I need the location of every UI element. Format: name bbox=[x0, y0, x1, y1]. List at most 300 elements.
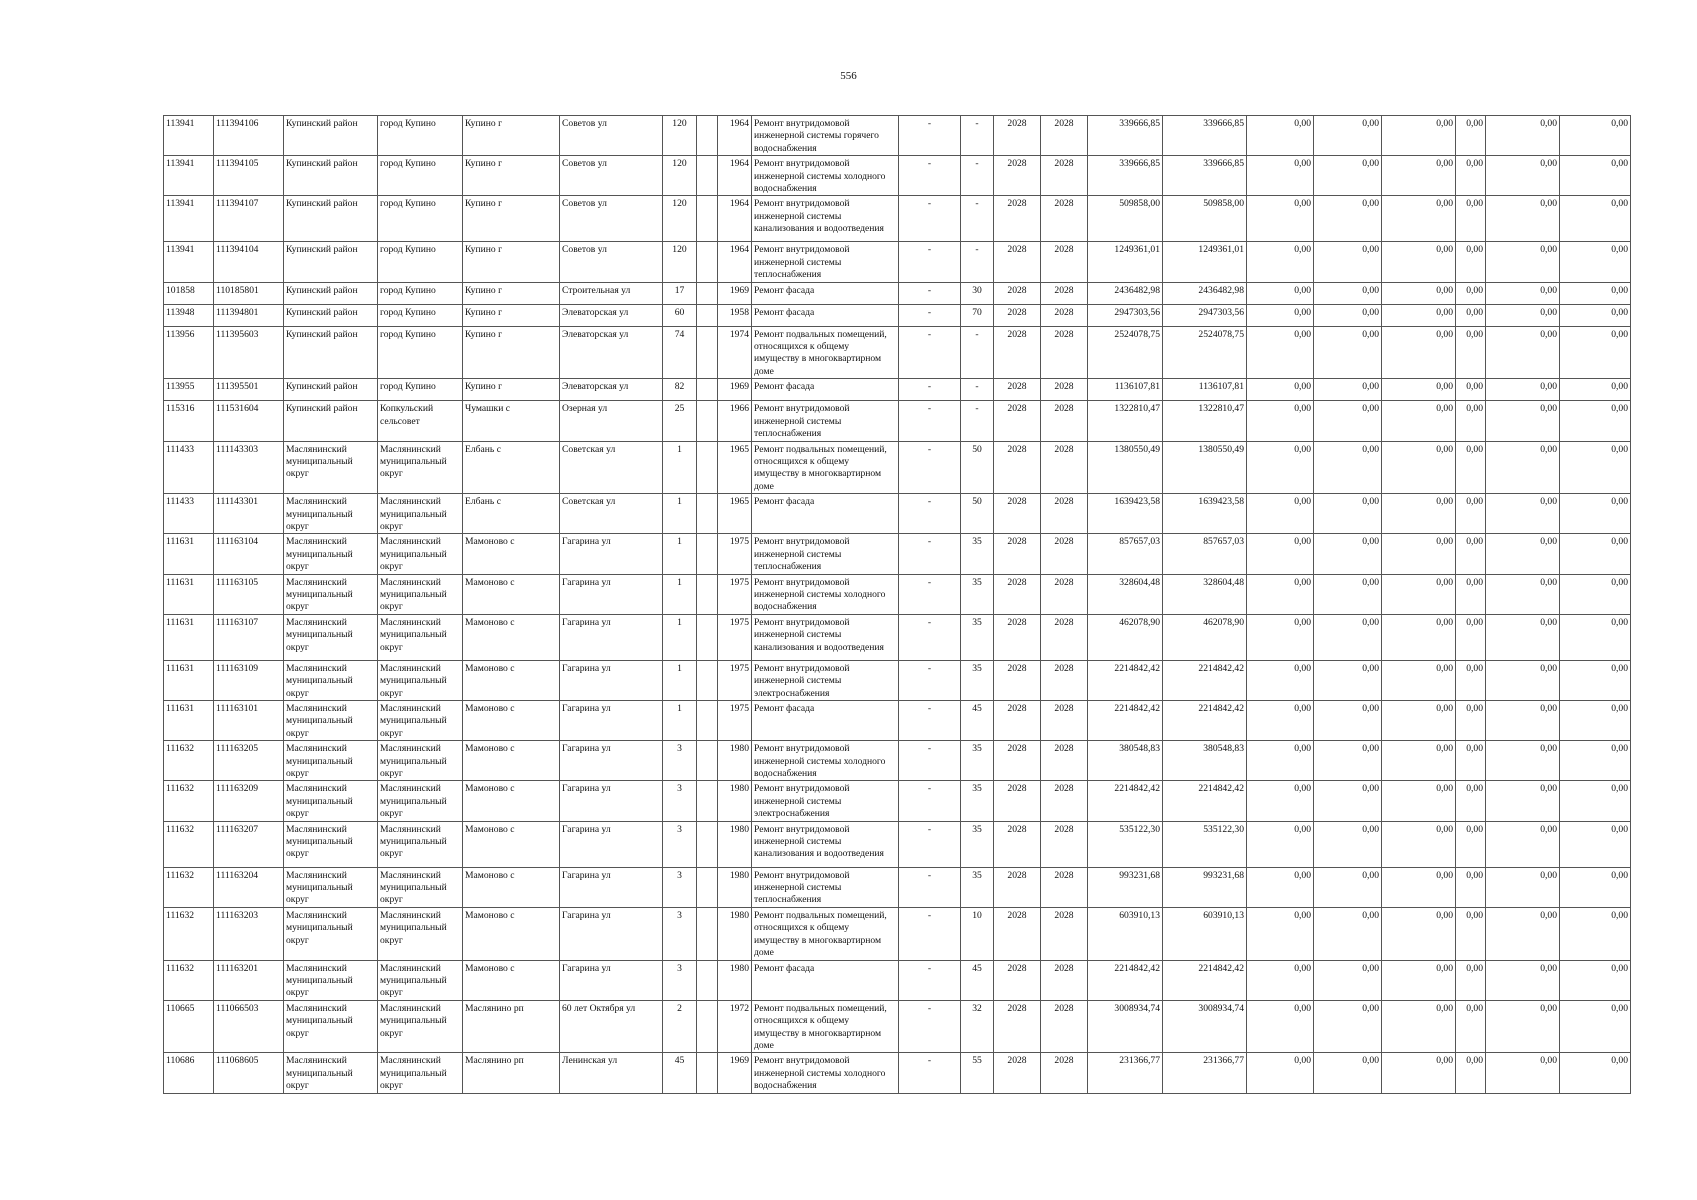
cell-volume: - bbox=[899, 494, 961, 534]
cell-budget-regional: 0,00 bbox=[1314, 304, 1382, 326]
cell-budget-local: 0,00 bbox=[1382, 1053, 1456, 1093]
cell-reserve: 0,00 bbox=[1560, 116, 1631, 156]
cell-house-number: 3 bbox=[663, 781, 697, 821]
cell-budget-local: 0,00 bbox=[1382, 326, 1456, 379]
cell-other-funds: 0,00 bbox=[1486, 379, 1560, 401]
cell-other-funds: 0,00 bbox=[1486, 574, 1560, 614]
cell-settlement: Мамоново с bbox=[463, 660, 560, 700]
cell-object-id: 113948 bbox=[164, 304, 214, 326]
cell-budget-local: 0,00 bbox=[1382, 441, 1456, 494]
cell-year-built: 1965 bbox=[718, 441, 752, 494]
cell-fund-cost: 1639423,58 bbox=[1163, 494, 1247, 534]
cell-plan-year-end: 2028 bbox=[1041, 196, 1088, 242]
cell-work-type: Ремонт подвальных помещений, относящихся к общему имуществу в многоквартирном доме bbox=[752, 1000, 899, 1053]
cell-year-built: 1969 bbox=[718, 1053, 752, 1093]
cell-budget-federal: 0,00 bbox=[1247, 781, 1314, 821]
cell-settlement: Мамоново с bbox=[463, 867, 560, 907]
cell-budget-local: 0,00 bbox=[1382, 867, 1456, 907]
cell-wear-percent: 35 bbox=[961, 867, 994, 907]
cell-owners-share: 0,00 bbox=[1456, 441, 1486, 494]
table-row bbox=[164, 741, 1631, 781]
cell-budget-local: 0,00 bbox=[1382, 242, 1456, 282]
table-row bbox=[164, 1053, 1631, 1093]
cell-reserve: 0,00 bbox=[1560, 867, 1631, 907]
table-row bbox=[164, 379, 1631, 401]
cell-building bbox=[697, 304, 718, 326]
cell-reserve: 0,00 bbox=[1560, 401, 1631, 441]
cell-plan-year-end: 2028 bbox=[1041, 379, 1088, 401]
cell-other-funds: 0,00 bbox=[1486, 282, 1560, 304]
cell-plan-year-start: 2028 bbox=[994, 156, 1041, 196]
cell-building bbox=[697, 821, 718, 867]
cell-wear-percent: - bbox=[961, 116, 994, 156]
page-number: 556 bbox=[840, 70, 857, 82]
cell-budget-federal: 0,00 bbox=[1247, 867, 1314, 907]
cell-budget-local: 0,00 bbox=[1382, 614, 1456, 660]
cell-reserve: 0,00 bbox=[1560, 614, 1631, 660]
cell-house-number: 25 bbox=[663, 401, 697, 441]
cell-municipality: город Купино bbox=[378, 379, 463, 401]
cell-house-number: 3 bbox=[663, 867, 697, 907]
cell-fund-cost: 2524078,75 bbox=[1163, 326, 1247, 379]
cell-street: Гагарина ул bbox=[560, 821, 663, 867]
cell-work-type: Ремонт внутридомовой инженерной системы холодного водоснабжения bbox=[752, 741, 899, 781]
cell-work-type: Ремонт фасада bbox=[752, 701, 899, 741]
cell-house-number: 3 bbox=[663, 741, 697, 781]
table-row bbox=[164, 242, 1631, 282]
cell-budget-federal: 0,00 bbox=[1247, 494, 1314, 534]
cell-plan-year-start: 2028 bbox=[994, 196, 1041, 242]
cell-object-id: 110686 bbox=[164, 1053, 214, 1093]
cell-object-id: 111631 bbox=[164, 574, 214, 614]
cell-building bbox=[697, 574, 718, 614]
cell-total-cost: 535122,30 bbox=[1088, 821, 1163, 867]
cell-district: Купинский район bbox=[284, 379, 378, 401]
cell-wear-percent: - bbox=[961, 156, 994, 196]
cell-work-type: Ремонт фасада bbox=[752, 379, 899, 401]
cell-settlement: Елбань с bbox=[463, 441, 560, 494]
cell-street: Советская ул bbox=[560, 441, 663, 494]
cell-street: Озерная ул bbox=[560, 401, 663, 441]
cell-year-built: 1966 bbox=[718, 401, 752, 441]
cell-volume: - bbox=[899, 741, 961, 781]
cell-volume: - bbox=[899, 1053, 961, 1093]
table-row bbox=[164, 494, 1631, 534]
cell-plan-year-end: 2028 bbox=[1041, 867, 1088, 907]
cell-wear-percent: 55 bbox=[961, 1053, 994, 1093]
cell-plan-year-start: 2028 bbox=[994, 960, 1041, 1000]
cell-settlement: Мамоново с bbox=[463, 960, 560, 1000]
cell-wear-percent: 35 bbox=[961, 821, 994, 867]
cell-wear-percent: 50 bbox=[961, 441, 994, 494]
cell-plan-year-start: 2028 bbox=[994, 574, 1041, 614]
cell-building bbox=[697, 907, 718, 960]
cell-building bbox=[697, 401, 718, 441]
cell-work-type: Ремонт внутридомовой инженерной системы канализования и водоотведения bbox=[752, 821, 899, 867]
cell-reserve: 0,00 bbox=[1560, 574, 1631, 614]
cell-budget-federal: 0,00 bbox=[1247, 534, 1314, 574]
cell-work-id: 111394104 bbox=[214, 242, 284, 282]
cell-building bbox=[697, 534, 718, 574]
cell-budget-regional: 0,00 bbox=[1314, 574, 1382, 614]
cell-year-built: 1969 bbox=[718, 282, 752, 304]
cell-street: Гагарина ул bbox=[560, 867, 663, 907]
cell-owners-share: 0,00 bbox=[1456, 781, 1486, 821]
cell-municipality: Маслянинский муниципальный округ bbox=[378, 1000, 463, 1053]
cell-work-id: 111143301 bbox=[214, 494, 284, 534]
cell-budget-local: 0,00 bbox=[1382, 821, 1456, 867]
cell-budget-federal: 0,00 bbox=[1247, 401, 1314, 441]
cell-other-funds: 0,00 bbox=[1486, 781, 1560, 821]
cell-budget-local: 0,00 bbox=[1382, 907, 1456, 960]
cell-house-number: 45 bbox=[663, 1053, 697, 1093]
cell-owners-share: 0,00 bbox=[1456, 701, 1486, 741]
cell-owners-share: 0,00 bbox=[1456, 242, 1486, 282]
cell-building bbox=[697, 326, 718, 379]
cell-building bbox=[697, 116, 718, 156]
cell-owners-share: 0,00 bbox=[1456, 326, 1486, 379]
cell-volume: - bbox=[899, 574, 961, 614]
cell-wear-percent: 30 bbox=[961, 282, 994, 304]
cell-settlement: Купино г bbox=[463, 379, 560, 401]
cell-wear-percent: - bbox=[961, 326, 994, 379]
cell-plan-year-start: 2028 bbox=[994, 379, 1041, 401]
cell-plan-year-start: 2028 bbox=[994, 441, 1041, 494]
cell-settlement: Купино г bbox=[463, 282, 560, 304]
cell-year-built: 1974 bbox=[718, 326, 752, 379]
cell-house-number: 74 bbox=[663, 326, 697, 379]
cell-work-type: Ремонт внутридомовой инженерной системы теплоснабжения bbox=[752, 867, 899, 907]
cell-budget-regional: 0,00 bbox=[1314, 741, 1382, 781]
cell-year-built: 1975 bbox=[718, 701, 752, 741]
cell-wear-percent: 35 bbox=[961, 574, 994, 614]
cell-total-cost: 2214842,42 bbox=[1088, 660, 1163, 700]
cell-plan-year-end: 2028 bbox=[1041, 494, 1088, 534]
cell-work-type: Ремонт внутридомовой инженерной системы канализования и водоотведения bbox=[752, 614, 899, 660]
cell-budget-federal: 0,00 bbox=[1247, 242, 1314, 282]
cell-other-funds: 0,00 bbox=[1486, 401, 1560, 441]
cell-fund-cost: 2436482,98 bbox=[1163, 282, 1247, 304]
cell-wear-percent: 10 bbox=[961, 907, 994, 960]
cell-municipality: Маслянинский муниципальный округ bbox=[378, 907, 463, 960]
cell-budget-federal: 0,00 bbox=[1247, 304, 1314, 326]
cell-work-type: Ремонт фасада bbox=[752, 960, 899, 1000]
cell-volume: - bbox=[899, 441, 961, 494]
cell-other-funds: 0,00 bbox=[1486, 441, 1560, 494]
cell-street: Советов ул bbox=[560, 116, 663, 156]
cell-budget-regional: 0,00 bbox=[1314, 701, 1382, 741]
cell-budget-federal: 0,00 bbox=[1247, 821, 1314, 867]
cell-street: Гагарина ул bbox=[560, 660, 663, 700]
cell-building bbox=[697, 379, 718, 401]
cell-street: Элеваторская ул bbox=[560, 304, 663, 326]
cell-settlement: Купино г bbox=[463, 304, 560, 326]
table-row bbox=[164, 116, 1631, 156]
cell-house-number: 3 bbox=[663, 821, 697, 867]
cell-building bbox=[697, 660, 718, 700]
cell-budget-local: 0,00 bbox=[1382, 534, 1456, 574]
cell-plan-year-end: 2028 bbox=[1041, 441, 1088, 494]
cell-plan-year-end: 2028 bbox=[1041, 282, 1088, 304]
cell-budget-local: 0,00 bbox=[1382, 156, 1456, 196]
cell-plan-year-end: 2028 bbox=[1041, 907, 1088, 960]
cell-year-built: 1980 bbox=[718, 821, 752, 867]
cell-municipality: город Купино bbox=[378, 326, 463, 379]
cell-year-built: 1964 bbox=[718, 116, 752, 156]
cell-object-id: 111631 bbox=[164, 614, 214, 660]
cell-fund-cost: 2214842,42 bbox=[1163, 660, 1247, 700]
cell-work-id: 111163205 bbox=[214, 741, 284, 781]
cell-street: Строительная ул bbox=[560, 282, 663, 304]
cell-plan-year-start: 2028 bbox=[994, 660, 1041, 700]
table-row bbox=[164, 701, 1631, 741]
cell-object-id: 113955 bbox=[164, 379, 214, 401]
cell-street: Гагарина ул bbox=[560, 614, 663, 660]
cell-work-type: Ремонт внутридомовой инженерной системы холодного водоснабжения bbox=[752, 574, 899, 614]
cell-fund-cost: 993231,68 bbox=[1163, 867, 1247, 907]
cell-object-id: 111632 bbox=[164, 907, 214, 960]
cell-plan-year-start: 2028 bbox=[994, 534, 1041, 574]
cell-reserve: 0,00 bbox=[1560, 156, 1631, 196]
cell-plan-year-end: 2028 bbox=[1041, 116, 1088, 156]
cell-building bbox=[697, 1053, 718, 1093]
cell-street: Советов ул bbox=[560, 242, 663, 282]
cell-owners-share: 0,00 bbox=[1456, 614, 1486, 660]
cell-budget-regional: 0,00 bbox=[1314, 196, 1382, 242]
cell-year-built: 1980 bbox=[718, 741, 752, 781]
cell-fund-cost: 2947303,56 bbox=[1163, 304, 1247, 326]
cell-plan-year-start: 2028 bbox=[994, 614, 1041, 660]
cell-fund-cost: 231366,77 bbox=[1163, 1053, 1247, 1093]
cell-street: Элеваторская ул bbox=[560, 326, 663, 379]
cell-plan-year-start: 2028 bbox=[994, 1000, 1041, 1053]
cell-budget-federal: 0,00 bbox=[1247, 1000, 1314, 1053]
cell-street: Элеваторская ул bbox=[560, 379, 663, 401]
cell-total-cost: 2947303,56 bbox=[1088, 304, 1163, 326]
cell-volume: - bbox=[899, 614, 961, 660]
cell-other-funds: 0,00 bbox=[1486, 614, 1560, 660]
cell-budget-federal: 0,00 bbox=[1247, 907, 1314, 960]
cell-reserve: 0,00 bbox=[1560, 741, 1631, 781]
cell-object-id: 111632 bbox=[164, 960, 214, 1000]
cell-total-cost: 380548,83 bbox=[1088, 741, 1163, 781]
cell-fund-cost: 380548,83 bbox=[1163, 741, 1247, 781]
cell-year-built: 1969 bbox=[718, 379, 752, 401]
cell-plan-year-start: 2028 bbox=[994, 242, 1041, 282]
cell-budget-regional: 0,00 bbox=[1314, 326, 1382, 379]
cell-other-funds: 0,00 bbox=[1486, 960, 1560, 1000]
cell-total-cost: 1136107,81 bbox=[1088, 379, 1163, 401]
cell-plan-year-start: 2028 bbox=[994, 1053, 1041, 1093]
cell-volume: - bbox=[899, 156, 961, 196]
cell-object-id: 111632 bbox=[164, 821, 214, 867]
cell-reserve: 0,00 bbox=[1560, 907, 1631, 960]
cell-budget-federal: 0,00 bbox=[1247, 196, 1314, 242]
cell-owners-share: 0,00 bbox=[1456, 196, 1486, 242]
cell-year-built: 1964 bbox=[718, 156, 752, 196]
cell-street: 60 лет Октября ул bbox=[560, 1000, 663, 1053]
cell-total-cost: 3008934,74 bbox=[1088, 1000, 1163, 1053]
cell-municipality: город Купино bbox=[378, 116, 463, 156]
cell-owners-share: 0,00 bbox=[1456, 156, 1486, 196]
cell-settlement: Купино г bbox=[463, 242, 560, 282]
cell-plan-year-start: 2028 bbox=[994, 781, 1041, 821]
cell-district: Маслянинский муниципальный округ bbox=[284, 821, 378, 867]
cell-budget-regional: 0,00 bbox=[1314, 1000, 1382, 1053]
cell-fund-cost: 462078,90 bbox=[1163, 614, 1247, 660]
cell-settlement: Мамоново с bbox=[463, 781, 560, 821]
cell-district: Купинский район bbox=[284, 401, 378, 441]
cell-work-id: 111163203 bbox=[214, 907, 284, 960]
cell-wear-percent: 45 bbox=[961, 701, 994, 741]
cell-municipality: город Купино bbox=[378, 282, 463, 304]
cell-owners-share: 0,00 bbox=[1456, 304, 1486, 326]
cell-settlement: Купино г bbox=[463, 156, 560, 196]
cell-municipality: Маслянинский муниципальный округ bbox=[378, 701, 463, 741]
cell-fund-cost: 339666,85 bbox=[1163, 116, 1247, 156]
cell-budget-local: 0,00 bbox=[1382, 1000, 1456, 1053]
cell-other-funds: 0,00 bbox=[1486, 1000, 1560, 1053]
cell-work-id: 111394107 bbox=[214, 196, 284, 242]
cell-plan-year-end: 2028 bbox=[1041, 242, 1088, 282]
cell-district: Маслянинский муниципальный округ bbox=[284, 781, 378, 821]
cell-municipality: Маслянинский муниципальный округ bbox=[378, 867, 463, 907]
cell-volume: - bbox=[899, 821, 961, 867]
cell-reserve: 0,00 bbox=[1560, 701, 1631, 741]
cell-fund-cost: 2214842,42 bbox=[1163, 781, 1247, 821]
cell-plan-year-end: 2028 bbox=[1041, 1000, 1088, 1053]
cell-volume: - bbox=[899, 867, 961, 907]
cell-owners-share: 0,00 bbox=[1456, 494, 1486, 534]
table-row bbox=[164, 326, 1631, 379]
table-row bbox=[164, 401, 1631, 441]
cell-work-type: Ремонт внутридомовой инженерной системы электроснабжения bbox=[752, 660, 899, 700]
cell-municipality: Маслянинский муниципальный округ bbox=[378, 574, 463, 614]
cell-object-id: 113956 bbox=[164, 326, 214, 379]
cell-owners-share: 0,00 bbox=[1456, 960, 1486, 1000]
cell-work-id: 111068605 bbox=[214, 1053, 284, 1093]
cell-reserve: 0,00 bbox=[1560, 1053, 1631, 1093]
cell-work-id: 111394801 bbox=[214, 304, 284, 326]
table-row bbox=[164, 196, 1631, 242]
cell-object-id: 101858 bbox=[164, 282, 214, 304]
cell-street: Ленинская ул bbox=[560, 1053, 663, 1093]
cell-volume: - bbox=[899, 379, 961, 401]
cell-total-cost: 1249361,01 bbox=[1088, 242, 1163, 282]
cell-settlement: Елбань с bbox=[463, 494, 560, 534]
cell-total-cost: 2214842,42 bbox=[1088, 960, 1163, 1000]
cell-house-number: 1 bbox=[663, 614, 697, 660]
cell-reserve: 0,00 bbox=[1560, 821, 1631, 867]
cell-budget-regional: 0,00 bbox=[1314, 960, 1382, 1000]
cell-house-number: 1 bbox=[663, 494, 697, 534]
cell-total-cost: 462078,90 bbox=[1088, 614, 1163, 660]
cell-object-id: 113941 bbox=[164, 156, 214, 196]
cell-budget-regional: 0,00 bbox=[1314, 282, 1382, 304]
cell-district: Маслянинский муниципальный округ bbox=[284, 441, 378, 494]
cell-settlement: Маслянино рп bbox=[463, 1000, 560, 1053]
cell-owners-share: 0,00 bbox=[1456, 282, 1486, 304]
cell-budget-federal: 0,00 bbox=[1247, 660, 1314, 700]
cell-budget-regional: 0,00 bbox=[1314, 242, 1382, 282]
cell-other-funds: 0,00 bbox=[1486, 821, 1560, 867]
cell-year-built: 1975 bbox=[718, 574, 752, 614]
cell-total-cost: 509858,00 bbox=[1088, 196, 1163, 242]
cell-year-built: 1980 bbox=[718, 907, 752, 960]
cell-house-number: 120 bbox=[663, 156, 697, 196]
cell-work-type: Ремонт фасада bbox=[752, 304, 899, 326]
cell-plan-year-start: 2028 bbox=[994, 304, 1041, 326]
table-body bbox=[164, 116, 1631, 1094]
cell-total-cost: 339666,85 bbox=[1088, 116, 1163, 156]
cell-volume: - bbox=[899, 660, 961, 700]
cell-budget-regional: 0,00 bbox=[1314, 1053, 1382, 1093]
cell-total-cost: 1639423,58 bbox=[1088, 494, 1163, 534]
cell-settlement: Мамоново с bbox=[463, 741, 560, 781]
cell-budget-local: 0,00 bbox=[1382, 741, 1456, 781]
cell-house-number: 1 bbox=[663, 660, 697, 700]
cell-budget-regional: 0,00 bbox=[1314, 401, 1382, 441]
cell-fund-cost: 2214842,42 bbox=[1163, 701, 1247, 741]
cell-building bbox=[697, 614, 718, 660]
cell-other-funds: 0,00 bbox=[1486, 1053, 1560, 1093]
cell-reserve: 0,00 bbox=[1560, 326, 1631, 379]
cell-work-id: 111394106 bbox=[214, 116, 284, 156]
cell-budget-regional: 0,00 bbox=[1314, 494, 1382, 534]
cell-object-id: 111433 bbox=[164, 494, 214, 534]
cell-plan-year-start: 2028 bbox=[994, 907, 1041, 960]
cell-work-id: 111395501 bbox=[214, 379, 284, 401]
cell-municipality: город Купино bbox=[378, 156, 463, 196]
cell-district: Купинский район bbox=[284, 156, 378, 196]
cell-total-cost: 2214842,42 bbox=[1088, 781, 1163, 821]
cell-year-built: 1975 bbox=[718, 614, 752, 660]
cell-budget-regional: 0,00 bbox=[1314, 781, 1382, 821]
cell-object-id: 111632 bbox=[164, 741, 214, 781]
cell-year-built: 1975 bbox=[718, 534, 752, 574]
cell-budget-local: 0,00 bbox=[1382, 660, 1456, 700]
cell-house-number: 3 bbox=[663, 907, 697, 960]
cell-fund-cost: 535122,30 bbox=[1163, 821, 1247, 867]
cell-building bbox=[697, 867, 718, 907]
cell-budget-federal: 0,00 bbox=[1247, 574, 1314, 614]
cell-fund-cost: 3008934,74 bbox=[1163, 1000, 1247, 1053]
cell-year-built: 1975 bbox=[718, 660, 752, 700]
cell-district: Маслянинский муниципальный округ bbox=[284, 701, 378, 741]
cell-other-funds: 0,00 bbox=[1486, 326, 1560, 379]
cell-municipality: город Купино bbox=[378, 242, 463, 282]
cell-budget-regional: 0,00 bbox=[1314, 534, 1382, 574]
cell-year-built: 1958 bbox=[718, 304, 752, 326]
cell-settlement: Купино г bbox=[463, 326, 560, 379]
cell-total-cost: 328604,48 bbox=[1088, 574, 1163, 614]
cell-settlement: Мамоново с bbox=[463, 701, 560, 741]
cell-budget-federal: 0,00 bbox=[1247, 282, 1314, 304]
cell-object-id: 113941 bbox=[164, 242, 214, 282]
cell-building bbox=[697, 960, 718, 1000]
cell-budget-federal: 0,00 bbox=[1247, 741, 1314, 781]
cell-work-type: Ремонт фасада bbox=[752, 282, 899, 304]
cell-fund-cost: 509858,00 bbox=[1163, 196, 1247, 242]
cell-volume: - bbox=[899, 401, 961, 441]
cell-settlement: Купино г bbox=[463, 196, 560, 242]
cell-municipality: Маслянинский муниципальный округ bbox=[378, 614, 463, 660]
cell-fund-cost: 603910,13 bbox=[1163, 907, 1247, 960]
cell-wear-percent: 45 bbox=[961, 960, 994, 1000]
table-row bbox=[164, 781, 1631, 821]
cell-fund-cost: 1380550,49 bbox=[1163, 441, 1247, 494]
cell-reserve: 0,00 bbox=[1560, 379, 1631, 401]
